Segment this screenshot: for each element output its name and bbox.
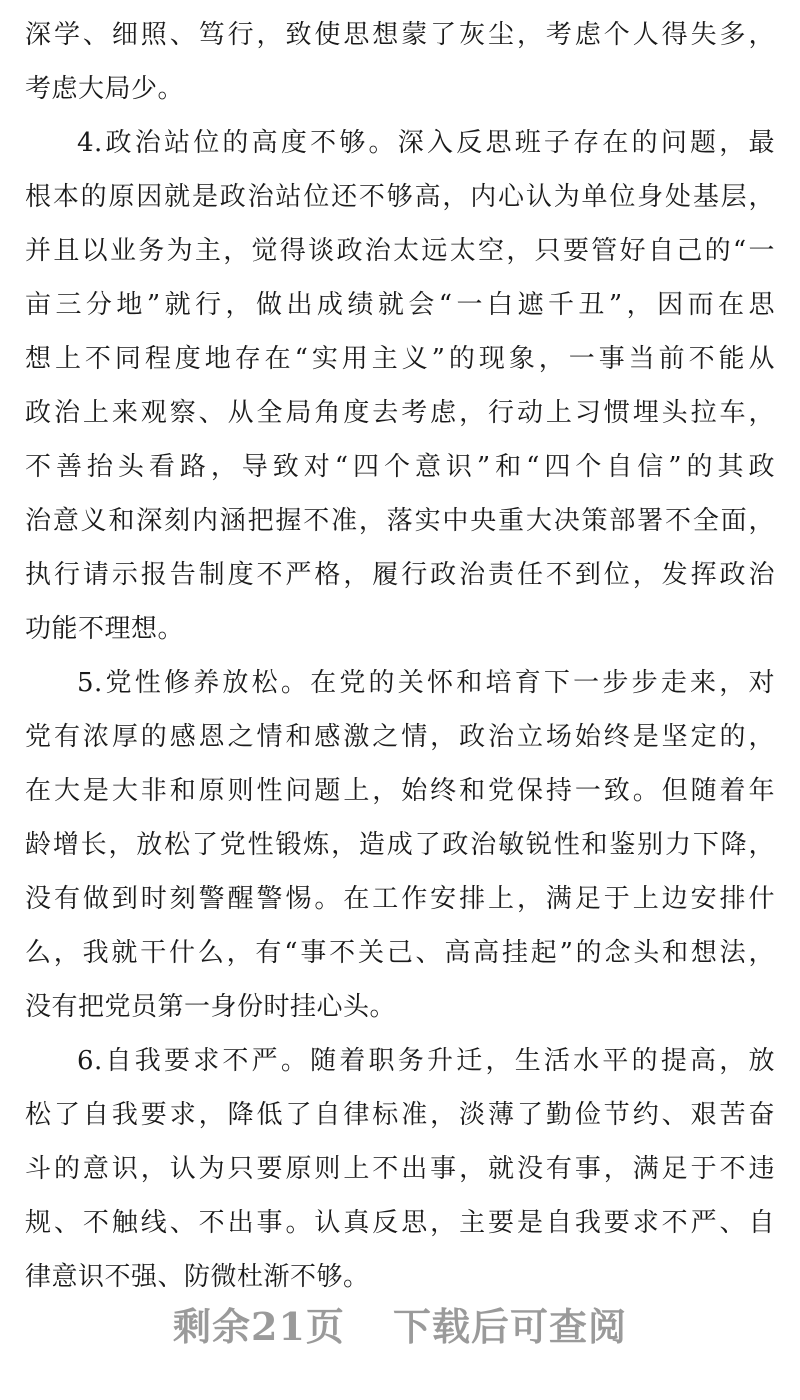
text-line: 没有把党员第一身份时挂心头。	[25, 992, 397, 1022]
paragraph-heading-line: 5.党性修养放松。在党的关怀和培育下一步步走来，对	[77, 668, 775, 698]
text-line: 斗的意识，认为只要原则上不出事，就没有事，满足于不违	[25, 1154, 775, 1184]
remaining-pages-label: 剩余21页	[173, 1304, 345, 1349]
text-line: 龄增长，放松了党性锻炼，造成了政治敏锐性和鉴别力下降，	[25, 830, 775, 860]
paragraph-heading-line: 4.政治站位的高度不够。深入反思班子存在的问题，最	[77, 128, 775, 158]
download-prompt[interactable]	[0, 1296, 800, 1351]
text-line: 并且以业务为主，觉得谈政治太远太空，只要管好自己的“一	[25, 236, 775, 266]
text-line: 么，我就干什么，有“事不关己、高高挂起”的念头和想法，	[25, 938, 775, 968]
text-line: 律意识不强、防微杜渐不够。	[25, 1262, 370, 1292]
text-line: 没有做到时刻警醒警惕。在工作安排上，满足于上边安排什	[25, 884, 775, 914]
text-line: 松了自我要求，降低了自律标准，淡薄了勤俭节约、艰苦奋	[25, 1100, 775, 1130]
text-line: 考虑大局少。	[25, 74, 185, 104]
text-line: 根本的原因就是政治站位还不够高，内心认为单位身处基层，	[25, 182, 775, 212]
text-line: 想上不同程度地存在“实用主义”的现象，一事当前不能从	[25, 344, 775, 374]
text-line: 党有浓厚的感恩之情和感激之情，政治立场始终是坚定的，	[25, 722, 775, 752]
text-line: 治意义和深刻内涵把握不准，落实中央重大决策部署不全面，	[25, 506, 775, 536]
text-line: 执行请示报告制度不严格，履行政治责任不到位，发挥政治	[25, 560, 775, 590]
text-line: 亩三分地”就行，做出成绩就会“一白遮千丑”，因而在思	[25, 290, 775, 320]
text-line: 在大是大非和原则性问题上，始终和党保持一致。但随着年	[25, 776, 775, 806]
document-body	[25, 8, 775, 1304]
text-line: 规、不触线、不出事。认真反思，主要是自我要求不严、自	[25, 1208, 775, 1238]
download-to-view-label[interactable]: 下载后可查阅	[392, 1304, 627, 1349]
text-line: 政治上来观察、从全局角度去考虑，行动上习惯埋头拉车，	[25, 398, 775, 428]
text-line: 不善抬头看路，导致对“四个意识”和“四个自信”的其政	[25, 452, 775, 482]
paragraph-heading-line: 6.自我要求不严。随着职务升迁，生活水平的提高，放	[77, 1046, 775, 1076]
text-line: 深学、细照、笃行，致使思想蒙了灰尘，考虑个人得失多，	[25, 20, 775, 50]
text-line: 功能不理想。	[25, 614, 185, 644]
